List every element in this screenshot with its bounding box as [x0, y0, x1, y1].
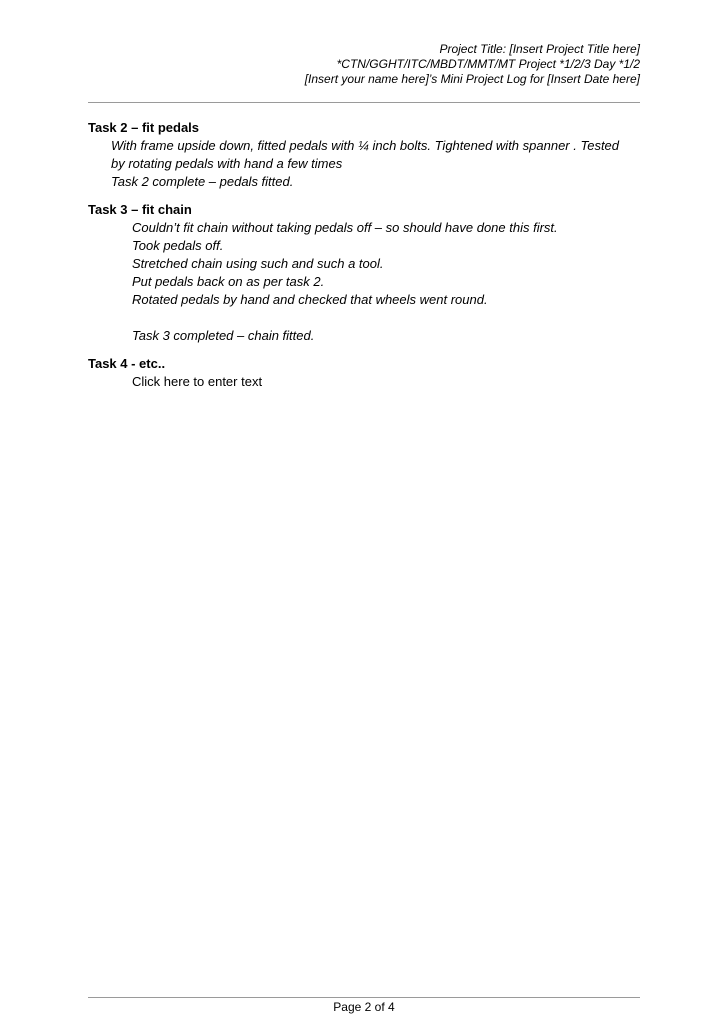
task-2-section: [88, 119, 648, 191]
task-text-line: Rotated pedals by hand and checked that wheels went round.: [132, 292, 488, 307]
task-text-line: With frame upside down, fitted pedals with ¼ inch bolts. Tightened with spanner . Tested: [111, 138, 620, 153]
task-3-section: [88, 201, 648, 345]
document-body: [88, 119, 648, 401]
paragraph-gap: [88, 309, 648, 327]
task-text-line: by rotating pedals with hand a few times: [111, 156, 343, 171]
task-text-line: Took pedals off.: [132, 238, 224, 253]
task-heading: Task 3 – fit chain: [88, 202, 192, 217]
task-heading: Task 2 – fit pedals: [88, 120, 200, 135]
header-divider: [88, 102, 640, 103]
header-project-title: Project Title: [Insert Project Title here]: [439, 42, 640, 56]
task-text-line: Task 3 completed – chain fitted.: [132, 328, 315, 343]
task-text-line: Couldn’t fit chain without taking pedals off – so should have done this first.: [132, 220, 558, 235]
header-log-title: [Insert your name here]’s Mini Project Log for [Insert Date here]: [304, 72, 640, 86]
header-project-code: *CTN/GGHT/ITC/MBDT/MMT/MT Project *1/2/3 Day *1/2: [336, 57, 640, 71]
page-header: [305, 42, 640, 87]
task-text-line: Stretched chain using such and such a tool.: [132, 256, 384, 271]
task-heading: Task 4 - etc..: [88, 356, 166, 371]
text-entry-placeholder[interactable]: Click here to enter text: [132, 374, 263, 389]
footer-divider: [88, 997, 640, 998]
task-text-line: Task 2 complete – pedals fitted.: [111, 174, 294, 189]
page-number: Page 2 of 4: [333, 1000, 395, 1014]
task-4-section: [88, 355, 648, 391]
task-text-line: Put pedals back on as per task 2.: [132, 274, 325, 289]
